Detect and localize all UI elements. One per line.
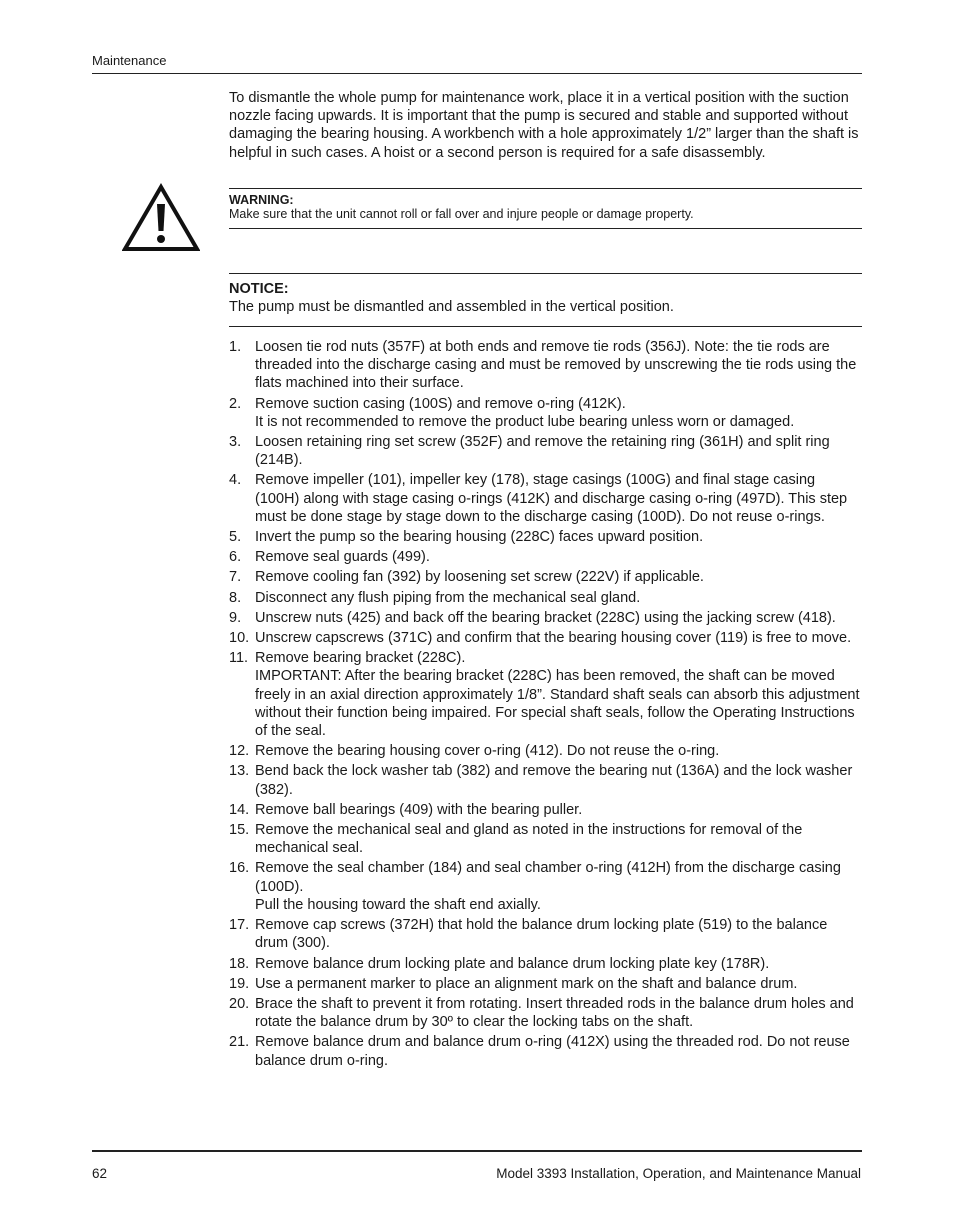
step-item bbox=[229, 995, 861, 1031]
step-number: 20. bbox=[229, 995, 250, 1012]
warning-text: Make sure that the unit cannot roll or fall over and injure people or damage property. bbox=[229, 207, 694, 221]
step-item bbox=[229, 589, 861, 607]
step-item bbox=[229, 609, 861, 627]
step-number: 17. bbox=[229, 917, 250, 934]
notice-bottom-rule bbox=[229, 326, 862, 327]
step-item bbox=[229, 649, 861, 740]
step-line: IMPORTANT: After the bearing bracket (228C) has been removed, the shaft can be moved freely in an axial direction approximately 1/8”. Standard shaft seals can absorb this adjustment without their function being impaired. For special shaft seals, follow the Operating Instructions of the seal. bbox=[255, 668, 860, 740]
step-line: It is not recommended to remove the product lube bearing unless worn or damaged. bbox=[255, 413, 795, 430]
step-number: 19. bbox=[229, 975, 250, 992]
page-number: 62 bbox=[92, 1166, 108, 1181]
step-item bbox=[229, 1033, 861, 1069]
step-item bbox=[229, 338, 861, 393]
step-text bbox=[255, 568, 861, 586]
step-line: Brace the shaft to prevent it from rotating. Insert threaded rods in the balance drum holes and rotate the balance drum by 30º to clear the locking tabs on the shaft. bbox=[255, 995, 854, 1031]
step-line: Remove the bearing housing cover o-ring (412). Do not reuse the o-ring. bbox=[255, 743, 720, 760]
step-item bbox=[229, 801, 861, 819]
step-item bbox=[229, 629, 861, 647]
step-item bbox=[229, 762, 861, 798]
step-text bbox=[255, 995, 861, 1031]
step-text bbox=[255, 821, 861, 857]
step-item bbox=[229, 955, 861, 973]
step-number: 21. bbox=[229, 1034, 250, 1051]
step-line: Bend back the lock washer tab (382) and remove the bearing nut (136A) and the lock washer (382). bbox=[255, 763, 853, 798]
document-title: Model 3393 Installation, Operation, and Maintenance Manual bbox=[496, 1166, 861, 1181]
step-text bbox=[255, 433, 861, 469]
step-number: 10. bbox=[229, 630, 250, 647]
step-text bbox=[255, 338, 861, 393]
step-number: 11. bbox=[229, 650, 249, 667]
step-number: 4. bbox=[229, 472, 242, 489]
notice-title: NOTICE: bbox=[229, 281, 289, 297]
step-text bbox=[255, 762, 861, 798]
step-text bbox=[255, 1033, 861, 1069]
step-text bbox=[255, 742, 861, 760]
step-line: Remove impeller (101), impeller key (178), stage casings (100G) and final stage casing (100H) along with stage casing o-rings (412K) and discharge casing o-ring (497D). This step must be done stage by stage down to the discharge casing (100D). Do not reuse o-rings. bbox=[255, 472, 848, 525]
notice-top-rule bbox=[229, 273, 862, 274]
step-text bbox=[255, 975, 861, 993]
step-item bbox=[229, 821, 861, 857]
warning-title: WARNING: bbox=[229, 193, 294, 207]
step-item bbox=[229, 742, 861, 760]
step-number: 14. bbox=[229, 801, 250, 818]
step-item bbox=[229, 916, 861, 952]
step-line: Remove seal guards (499). bbox=[255, 549, 430, 566]
step-text bbox=[255, 528, 861, 546]
step-text bbox=[255, 649, 861, 740]
step-number: 1. bbox=[229, 339, 242, 355]
step-line: Remove cooling fan (392) by loosening set screw (222V) if applicable. bbox=[255, 569, 704, 586]
footer-rule bbox=[92, 1150, 862, 1152]
step-number: 2. bbox=[229, 395, 242, 412]
step-text bbox=[255, 395, 861, 431]
step-number: 16. bbox=[229, 860, 250, 877]
running-header: Maintenance bbox=[92, 53, 167, 68]
step-line: Unscrew capscrews (371C) and confirm that the bearing housing cover (119) is free to move. bbox=[255, 630, 852, 647]
step-number: 3. bbox=[229, 434, 242, 451]
step-item bbox=[229, 471, 861, 526]
step-line: Loosen retaining ring set screw (352F) and remove the retaining ring (361H) and split ring (214B). bbox=[255, 434, 830, 469]
step-text bbox=[255, 955, 861, 973]
step-item bbox=[229, 528, 861, 546]
step-line: Invert the pump so the bearing housing (228C) faces upward position. bbox=[255, 529, 704, 546]
step-text bbox=[255, 916, 861, 952]
procedure-steps bbox=[229, 338, 861, 1072]
header-rule bbox=[92, 73, 862, 74]
step-line: Remove bearing bracket (228C). bbox=[255, 650, 466, 667]
intro-paragraph: To dismantle the whole pump for maintenance work, place it in a vertical position with the suction nozzle facing upwards. It is important that the pump is secured and stable and supported without damaging the bearing housing. A workbench with a hole approximately 1/2” larger than the shaft is helpful in such cases. A hoist or a second person is required for a safe disassembly. bbox=[229, 90, 859, 161]
step-item bbox=[229, 395, 861, 431]
step-text bbox=[255, 801, 861, 819]
step-line: Unscrew nuts (425) and back off the bearing bracket (228C) using the jacking screw (418). bbox=[255, 609, 836, 626]
step-item bbox=[229, 975, 861, 993]
step-item bbox=[229, 548, 861, 566]
step-number: 6. bbox=[229, 549, 242, 566]
step-number: 5. bbox=[229, 529, 242, 546]
warning-top-rule bbox=[229, 188, 862, 189]
step-line: Remove suction casing (100S) and remove o-ring (412K). bbox=[255, 395, 626, 412]
step-line: Remove cap screws (372H) that hold the balance drum locking plate (519) to the balance drum (300). bbox=[255, 917, 828, 952]
step-line: Disconnect any flush piping from the mechanical seal gland. bbox=[255, 589, 641, 606]
step-item bbox=[229, 433, 861, 469]
step-number: 13. bbox=[229, 763, 250, 780]
step-line: Loosen tie rod nuts (357F) at both ends and remove tie rods (356J). Note: the tie rods are threaded into the discharge casing and must be removed by unscrewing the tie rods using the flats machined into their surface. bbox=[255, 339, 857, 392]
step-line: Remove the mechanical seal and gland as noted in the instructions for removal of the mechanical seal. bbox=[255, 822, 803, 857]
step-number: 15. bbox=[229, 822, 250, 839]
step-text bbox=[255, 548, 861, 566]
step-number: 7. bbox=[229, 569, 242, 586]
step-number: 12. bbox=[229, 743, 250, 760]
step-item bbox=[229, 568, 861, 586]
warning-bottom-rule bbox=[229, 228, 862, 229]
step-line: Use a permanent marker to place an alignment mark on the shaft and balance drum. bbox=[255, 975, 798, 992]
step-line: Remove the seal chamber (184) and seal chamber o-ring (412H) from the discharge casing (100D). bbox=[255, 860, 841, 895]
step-number: 8. bbox=[229, 589, 242, 606]
step-text bbox=[255, 471, 861, 526]
step-item bbox=[229, 859, 861, 914]
step-line: Remove ball bearings (409) with the bearing puller. bbox=[255, 801, 583, 818]
step-number: 9. bbox=[229, 609, 242, 626]
step-text bbox=[255, 629, 861, 647]
notice-text: The pump must be dismantled and assembled in the vertical position. bbox=[229, 299, 674, 315]
step-text bbox=[255, 859, 861, 914]
step-text bbox=[255, 589, 861, 607]
step-line: Pull the housing toward the shaft end axially. bbox=[255, 896, 541, 913]
step-text bbox=[255, 609, 861, 627]
warning-triangle-icon bbox=[122, 183, 200, 253]
step-number: 18. bbox=[229, 955, 250, 972]
step-line: Remove balance drum locking plate and balance drum locking plate key (178R). bbox=[255, 955, 770, 972]
step-line: Remove balance drum and balance drum o-ring (412X) using the threaded rod. Do not reuse balance drum o-ring. bbox=[255, 1034, 850, 1069]
